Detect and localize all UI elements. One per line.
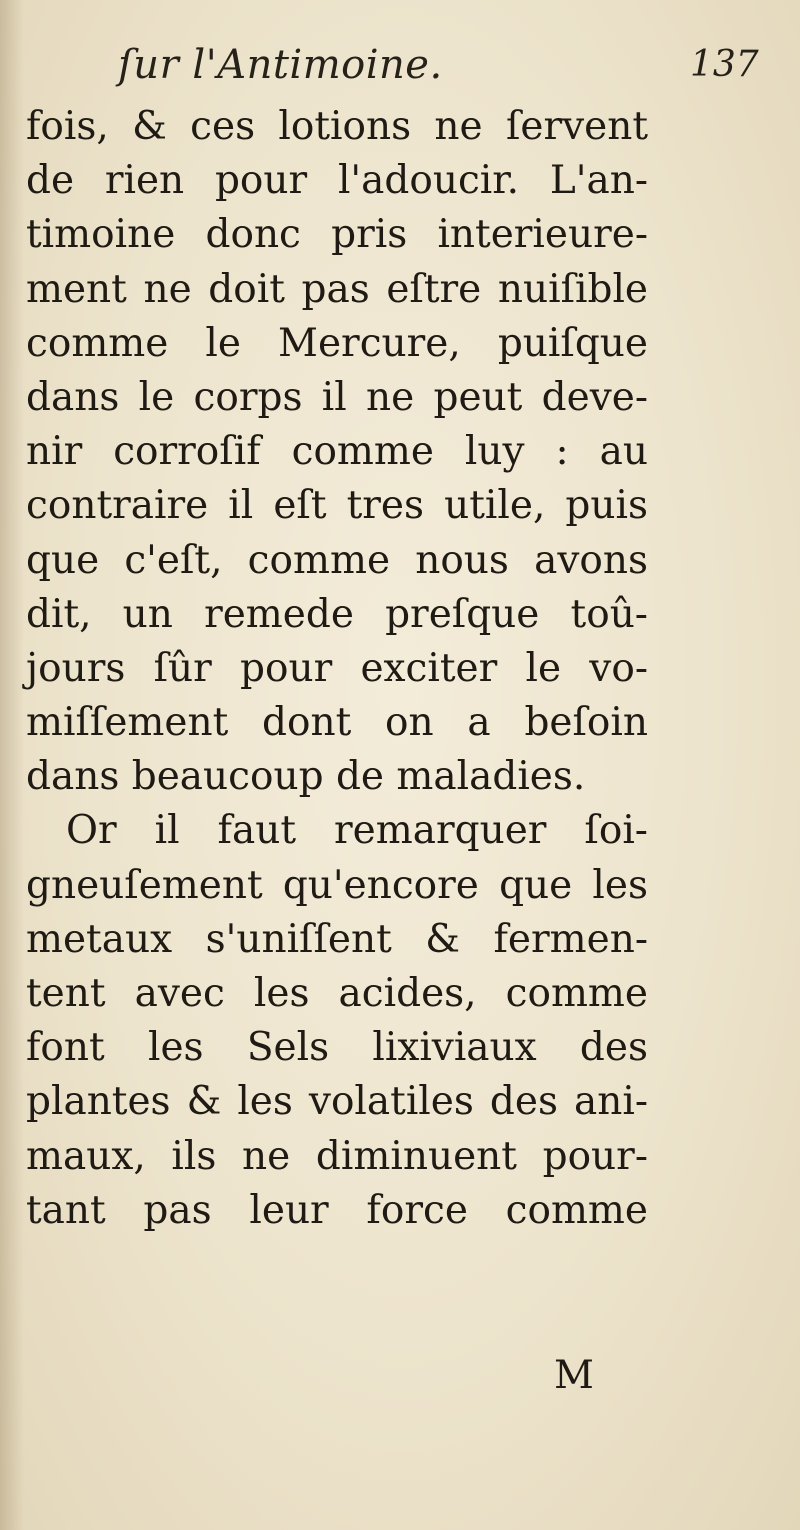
text-line: comme le Mercure, puiſque	[26, 320, 648, 366]
text-line: dans le corps il ne peut deve-	[26, 374, 648, 420]
text-line: nir corroſif comme luy : au	[26, 429, 648, 475]
running-title: ſur l'Antimoine.	[118, 42, 443, 88]
text-line: timoine donc pris interieure-	[26, 212, 648, 258]
gutter-shadow	[0, 0, 24, 1530]
text-line: contraire il eſt tres utile, puis	[26, 483, 648, 529]
running-head	[0, 42, 800, 102]
text-line: maux, ils ne diminuent pour-	[26, 1133, 648, 1179]
text-line: plantes & les volatiles des ani-	[26, 1079, 648, 1125]
text-line: dit, un remede preſque toû-	[26, 591, 648, 637]
text-line: tant pas leur force comme	[26, 1187, 648, 1233]
page-number: 137	[690, 44, 759, 85]
catchword: M	[554, 1353, 594, 1398]
text-line: font les Sels lixiviaux des	[26, 1025, 648, 1071]
text-line: metaux s'uniſſent & fermen-	[26, 916, 648, 962]
text-line: fois, & ces lotions ne ſervent	[26, 104, 648, 149]
body-text	[26, 100, 786, 1238]
text-line: miſſement dont on a beſoin	[26, 700, 648, 746]
text-line: jours ſûr pour exciter le vo-	[26, 645, 648, 691]
text-line: que c'eſt, comme nous avons	[26, 537, 648, 583]
text-line: tent avec les acides, comme	[26, 971, 648, 1016]
text-line: dans beaucoup de maladies.	[26, 754, 586, 800]
paragraph-start-line: Or il faut remarquer ſoi-	[66, 808, 648, 854]
text-line: de rien pour l'adoucir. L'an-	[26, 158, 648, 204]
text-line: gneuſement qu'encore que les	[26, 862, 648, 908]
text-line: ment ne doit pas eſtre nuiſible	[26, 266, 648, 312]
